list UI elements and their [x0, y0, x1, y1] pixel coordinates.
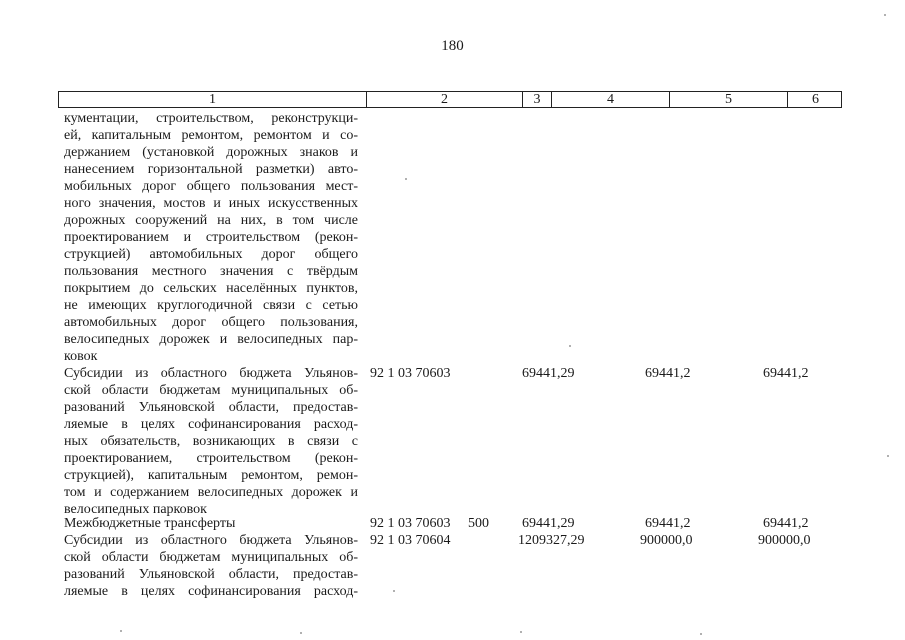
text-line: ляемые в целях софинансирования расход- — [64, 584, 358, 599]
text-line: автомобильных дорог общего пользования, — [64, 315, 358, 330]
text-line: проектированием, строительством (рекон- — [64, 451, 358, 466]
row-value-col5: 69441,2 — [645, 516, 691, 531]
header-col-6: 6 — [787, 92, 843, 107]
scan-speck — [569, 345, 571, 347]
text-line: ного значения, мостов и иных искусственных — [64, 196, 358, 211]
text-line: не имеющих круглогодичной связи с сетью — [64, 298, 358, 313]
scan-speck — [300, 632, 302, 634]
text-line: ей, капитальным ремонтом, ремонтом и со- — [64, 128, 358, 143]
text-line: нанесением горизонтальной разметки) авто- — [64, 162, 358, 177]
row-code: 92 1 03 70604 — [370, 533, 451, 548]
text-line: кументации, строительством, реконструкци- — [64, 111, 358, 126]
text-line: мобильных дорог общего пользования мест- — [64, 179, 358, 194]
text-line: ской области бюджетам муниципальных об- — [64, 550, 358, 565]
scan-speck — [887, 455, 889, 457]
scan-speck — [393, 590, 395, 592]
row-value-col6: 69441,2 — [763, 366, 809, 381]
text-line: ковок — [64, 349, 98, 364]
row-code: 92 1 03 70603 — [370, 366, 451, 381]
text-line: дорожных сооружений на них, в том числе — [64, 213, 358, 228]
text-line: проектированием и строительством (рекон- — [64, 230, 358, 245]
scan-speck — [520, 631, 522, 633]
text-line: разований Ульяновской области, предостав- — [64, 400, 358, 415]
row-text-transfers — [64, 515, 358, 532]
text-line: Субсидии из областного бюджета Ульянов- — [64, 533, 358, 548]
row-value-col4: 69441,29 — [522, 366, 575, 381]
text-line: струкцией), капитальным ремонтом, ремон- — [64, 468, 358, 483]
text-line: ской области бюджетам муниципальных об- — [64, 383, 358, 398]
text-line: велосипедных дорожек и велосипедных пар- — [64, 332, 358, 347]
header-col-1: 1 — [209, 92, 216, 107]
scan-speck — [120, 630, 122, 632]
row-value-col4: 1209327,29 — [518, 533, 585, 548]
row-text-continuation — [64, 110, 358, 365]
row-code: 92 1 03 70603 — [370, 516, 451, 531]
text-line: том и содержанием велосипедных дорожек и — [64, 485, 358, 500]
table-header-row — [58, 91, 842, 108]
text-line: велосипедных парковок — [64, 502, 207, 517]
row-value-col4: 69441,29 — [522, 516, 575, 531]
text-line: ных обязательств, возникающих в связи с — [64, 434, 358, 449]
row-value-col6: 69441,2 — [763, 516, 809, 531]
text-line: пользования местного значения с твёрдым — [64, 264, 358, 279]
page-number: 180 — [441, 38, 464, 54]
scan-speck — [884, 14, 886, 16]
header-col-5: 5 — [669, 92, 787, 107]
header-col-3: 3 — [522, 92, 551, 107]
row-text-subsidy-70603 — [64, 365, 358, 518]
header-col-2: 2 — [366, 92, 522, 107]
scan-speck — [405, 178, 407, 180]
text-line: ляемые в целях софинансирования расход- — [64, 417, 358, 432]
row-value-col6: 900000,0 — [758, 533, 811, 548]
scan-speck — [700, 633, 702, 635]
row-value-col5: 900000,0 — [640, 533, 693, 548]
row-text-subsidy-70604 — [64, 532, 358, 600]
text-line: струкцией) автомобильных дорог общего — [64, 247, 358, 262]
row-value-col5: 69441,2 — [645, 366, 691, 381]
text-line: держанием (установкой дорожных знаков и — [64, 145, 358, 160]
text-line: Межбюджетные трансферты — [64, 516, 236, 531]
text-line: разований Ульяновской области, предостав- — [64, 567, 358, 582]
text-line: покрытием до сельских населённых пунктов, — [64, 281, 358, 296]
text-line: Субсидии из областного бюджета Ульянов- — [64, 366, 358, 381]
row-type-code: 500 — [468, 516, 489, 531]
header-col-4: 4 — [551, 92, 669, 107]
